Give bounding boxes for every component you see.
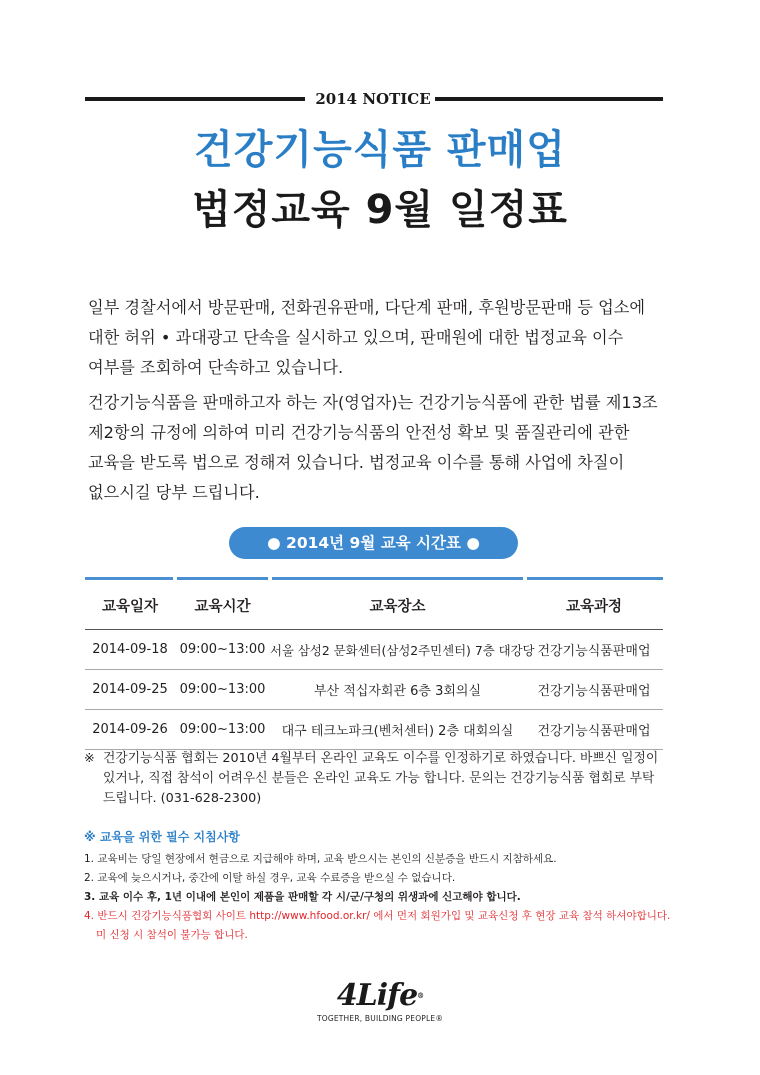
company-logo	[300, 980, 460, 1023]
law-paragraph	[88, 388, 680, 508]
guideline-item: 1. 교육비는 당일 현장에서 현금으로 지급해야 하며, 교육 받으시는 본인의 신분증을 반드시 지참하세요.	[84, 853, 557, 865]
cell-time: 09:00~13:00	[179, 642, 266, 657]
header-time: 교육시간	[194, 598, 251, 615]
cell-place: 대구 테크노파크(벤처센터) 2층 대회의실	[281, 724, 514, 739]
guideline-item-continuation: 미 신청 시 참석이 불가능 합니다.	[96, 929, 248, 941]
law-line: 없으시길 당부 드립니다.	[88, 483, 260, 502]
header-date: 교육일자	[101, 598, 159, 615]
note-line: 건강기능식품 협회는 2010년 4월부터 온라인 교육도 이수를 인정하기로 하였습니다. 바쁘신 일정이	[103, 751, 659, 766]
notice-header	[85, 90, 663, 108]
schedule-table	[85, 577, 663, 750]
guideline-item-warning	[84, 907, 684, 945]
cell-place: 서울 삼성2 문화센터(삼성2주민센터) 7층 대강당	[270, 642, 535, 658]
cell-place: 부산 적십자회관 6층 3회의실	[313, 684, 482, 699]
table-row	[85, 630, 663, 670]
reference-mark: ※	[84, 751, 95, 766]
logo-mark	[300, 980, 460, 1012]
schedule-title-badge: ● 2014년 9월 교육 시간표 ●	[229, 527, 518, 559]
intro-line: 여부를 조회하여 단속하고 있습니다.	[88, 358, 344, 377]
guideline-item: 3. 교육 이수 후, 1년 이내에 본인이 제품을 판매할 각 시/군/구청의 위생과에 신고해야 합니다.	[84, 891, 521, 903]
logo-tagline: TOGETHER, BUILDING PEOPLE®	[316, 1014, 444, 1023]
cell-date: 2014-09-18	[92, 642, 168, 657]
cell-time: 09:00~13:00	[179, 722, 266, 737]
intro-line: 일부 경찰서에서 방문판매, 전화권유판매, 다단계 판매, 후원방문판매 등 업소에	[88, 298, 645, 317]
cell-course: 건강기능식품판매업	[537, 644, 651, 659]
title-line-1: 건강기능식품 판매업	[194, 127, 566, 173]
law-line: 교육을 받도록 법으로 정해져 있습니다. 법정교육 이수를 통해 사업에 차질이	[88, 453, 625, 472]
logo-wordmark: 4Life	[336, 978, 418, 1013]
law-line: 제2항의 규정에 의하여 미리 건강기능식품의 안전성 확보 및 품질관리에 관한	[88, 423, 630, 442]
cell-time: 09:00~13:00	[179, 682, 266, 697]
header-rule-right	[435, 97, 663, 101]
table-row	[85, 670, 663, 710]
note-line: 드립니다. (031-628-2300)	[103, 791, 262, 806]
online-education-note	[84, 749, 669, 809]
table-top-rule	[85, 577, 663, 581]
guideline-item: 2. 교육에 늦으시거나, 중간에 이탈 하실 경우, 교육 수료증을 받으실 수 없습니다.	[84, 872, 456, 884]
cell-date: 2014-09-26	[92, 722, 168, 737]
guidelines-title: ※ 교육을 위한 필수 지침사항	[84, 830, 240, 844]
law-line: 건강기능식품을 판매하고자 하는 자(영업자)는 건강기능식품에 관한 법률 제13조	[88, 393, 658, 412]
cell-date: 2014-09-25	[92, 682, 168, 697]
table-row	[85, 710, 663, 750]
cell-course: 건강기능식품판매업	[537, 684, 651, 699]
header-course: 교육과정	[565, 598, 623, 615]
cell-course: 건강기능식품판매업	[537, 724, 651, 739]
guideline-item-text: 4. 반드시 건강기능식품협회 사이트 http://www.hfood.or.kr/ 에서 먼저 회원가입 및 교육신청 후 현장 교육 참석 하셔야합니다.	[84, 910, 671, 922]
note-line: 있거나, 직접 참석이 어려우신 분들은 온라인 교육도 가능 합니다. 문의는 건강기능식품 협회로 부탁	[103, 771, 655, 786]
guidelines-list	[84, 850, 684, 945]
notice-label: 2014 NOTICE	[315, 90, 431, 108]
intro-paragraph	[88, 293, 680, 383]
title-line-2: 법정교육 9월 일정표	[192, 187, 568, 233]
table-header-row	[85, 581, 663, 630]
registered-mark: ®	[417, 991, 424, 1000]
intro-line: 대한 허위 • 과대광고 단속을 실시하고 있으며, 판매원에 대한 법정교육 이수	[88, 328, 624, 347]
header-rule-left	[85, 97, 305, 101]
header-place: 교육장소	[369, 598, 426, 615]
